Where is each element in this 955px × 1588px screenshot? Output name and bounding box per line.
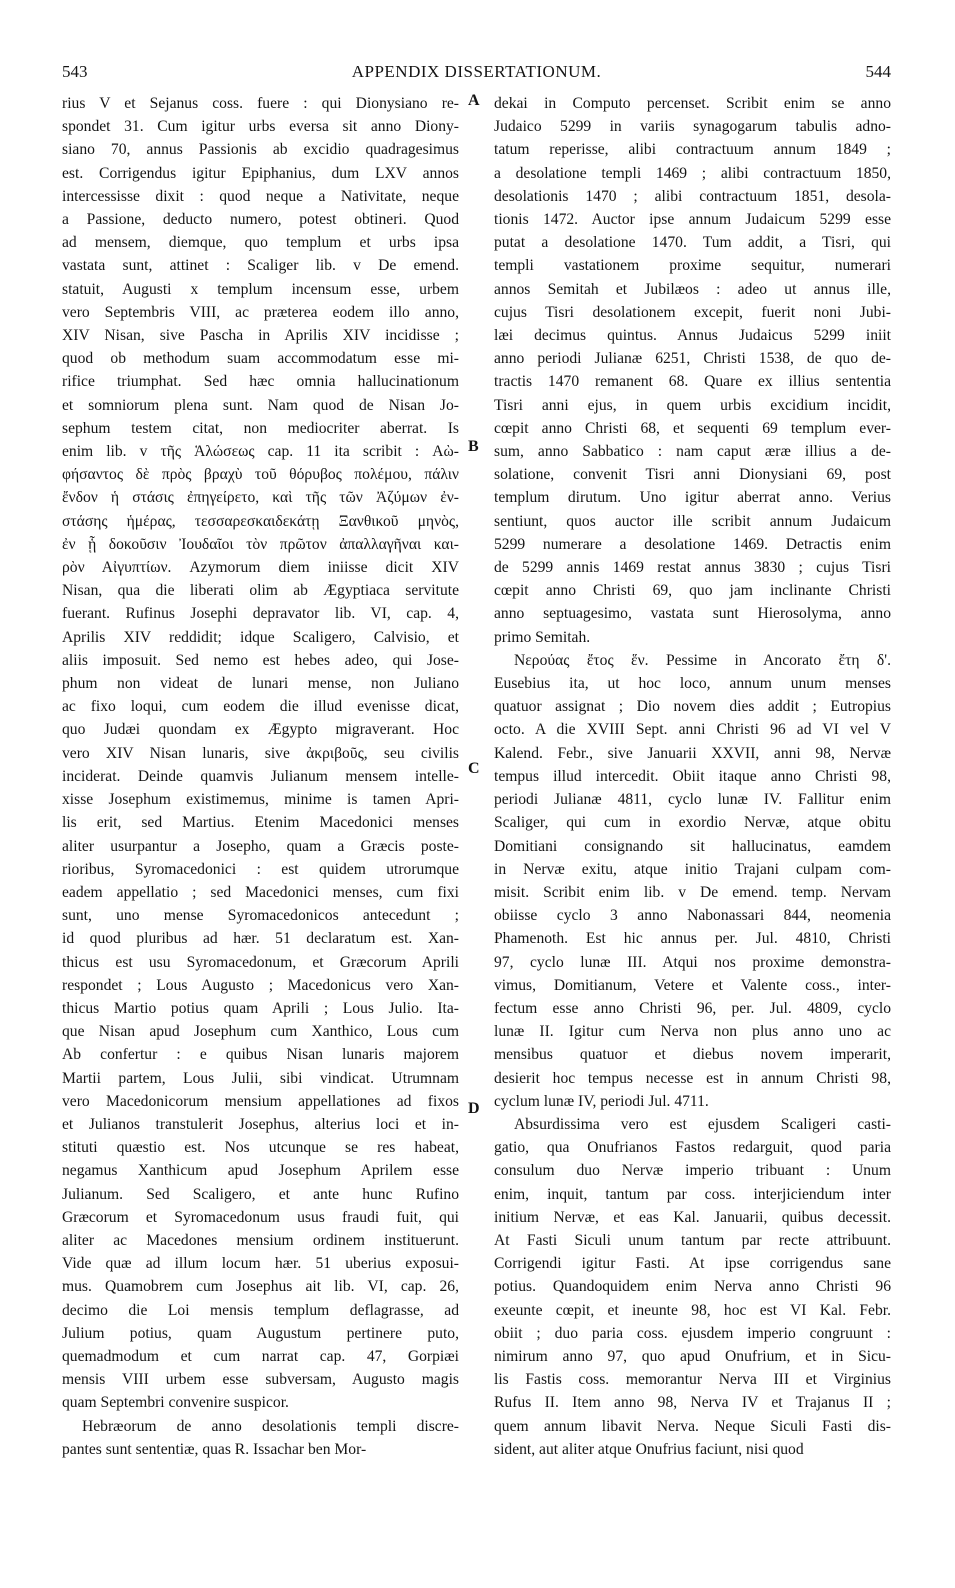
text-line: pantes sunt sententiæ, quas R. Issachar ben Mor-: [62, 1440, 367, 1458]
text-line: intercessisse dixit : quod neque a Nativitate, neque: [62, 187, 459, 205]
text-line: rifice triumphat. Sed hæc omnia hallucinationum: [62, 373, 459, 391]
text-line: quem annum libavit Nerva. Neque Siculi Fasti dis-: [494, 1417, 891, 1435]
text-line: que Nisan apud Josephum cum Xanthico, Lous cum: [62, 1023, 459, 1041]
margin-letter-a: A: [468, 92, 480, 109]
text-line: thicus Martio potius quam Aprili ; Lous Julio. Ita-: [62, 999, 459, 1017]
two-column-body: [62, 92, 891, 1562]
text-line: aliis imposuit. Sed nemo est hebes adeo, qui Jose-: [62, 651, 459, 669]
text-line: lunæ II. Igitur cum Nerva non plus anno uno ac: [494, 1023, 891, 1041]
text-line: quod ob methodum suam accommodatum esse mi-: [62, 350, 459, 368]
text-line: enim, inquit, tantum par coss. interjiciendum inter: [494, 1185, 891, 1203]
text-line: anno periodi Julianæ 6251, Christi 1538, de quo de-: [494, 350, 891, 368]
text-line: rius V et Sejanus coss. fuere : qui Dionysiano re-: [62, 95, 459, 112]
text-line: cœpit anno Christi 68, et sequenti 69 templum ever-: [494, 419, 891, 437]
text-line: læi decimus quintus. Annus Judaicus 5299 iniit: [494, 327, 891, 345]
text-line: desierit hoc tempus necesse est in annum Christi 98,: [494, 1069, 891, 1087]
text-line: Tisri anni ejus, in quem urbis excidium incidit,: [494, 396, 891, 414]
text-line: anno septuagesimo, vastata sunt Hierosolyma, anno: [494, 605, 891, 623]
text-line: Rufus II. Item anno 98, Nerva IV et Trajanus II ;: [494, 1394, 891, 1412]
text-line: στάσης ἡμέρας, τεσσαρεσκαιδεκάτῃ Ξανθικοῦ μηνὸς,: [62, 512, 459, 530]
text-line: cyclum lunæ IV, periodi Jul. 4711.: [494, 1092, 709, 1110]
text-line: a desolatione templi 1469 ; alibi contractuum 1850,: [494, 164, 891, 182]
text-line: nimirum anno 97, quo apud Onufrium, et in Sicu-: [494, 1347, 891, 1365]
text-line: thicus est usu Syromacedonum, et Græcorum Aprili: [62, 953, 459, 971]
paragraph: [494, 1113, 891, 1461]
text-line: potius. Quandoquidem enim Nerva anno Christi 96: [494, 1278, 891, 1296]
page-number-left: 543: [62, 62, 88, 81]
text-line: vastata sunt, attinet : Scaliger lib. v De emend.: [62, 257, 459, 275]
text-line: phum non videat de lunari mense, non Juliano: [62, 675, 459, 693]
text-line: fuerant. Rufinus Josephi depravator lib. VI, cap. 4,: [62, 605, 459, 623]
text-line: sident, aut aliter atque Onufrius faciunt, nisi quod: [494, 1440, 804, 1458]
text-line: de 5299 annis 1469 restat annus 3830 ; cujus Tisri: [494, 559, 891, 577]
right-column: [494, 92, 891, 1562]
text-line: vero XIV Nisan lunaris, sive ἀκριβοῦς, seu civilis: [62, 744, 459, 762]
paragraph: [494, 649, 891, 1113]
text-line: cujus Tisri desolationem excepit, fuerit noni Jubi-: [494, 303, 891, 321]
text-line: Eusebius ita, ut hoc loco, annum unum menses: [494, 675, 891, 693]
text-line: primo Semitah.: [494, 628, 591, 646]
text-line: negamus Xanthicum apud Josephum Aprilem esse: [62, 1162, 459, 1180]
running-title: APPENDIX DISSERTATIONUM.: [351, 62, 602, 81]
text-line: consulum duo Nervæ imperio tribuant : Unum: [494, 1162, 891, 1180]
text-line: sum, anno Sabbatico : nam caput æræ illius a de-: [494, 443, 891, 461]
text-line: annos Semitah et Jubilæos : adeo ut annus ille,: [494, 280, 891, 298]
text-line: lis erit, sed Martius. Etenim Macedonici menses: [62, 814, 459, 832]
margin-letter-d: D: [468, 1100, 480, 1117]
text-line: mensis VIII urbem esse subversam, Augusto magis: [62, 1371, 459, 1389]
text-line: siano 70, annus Passionis ab excidio quadragesimus: [62, 141, 459, 159]
text-line: statuit, Augusti x templum incensum esse, urbem: [62, 280, 459, 298]
text-line: tionis 1472. Auctor ipse annum Judaicum 5299 esse: [494, 211, 891, 229]
text-line: eadem appellatio ; sed Macedonici menses, cum fixi: [62, 883, 459, 901]
paragraph: [62, 1415, 459, 1461]
text-line: et Julianos transtulerit Josephus, alterius loci et in-: [62, 1115, 459, 1133]
text-line: Julianum. Sed Scaligero, et ante hunc Rufino: [62, 1185, 459, 1203]
paragraph: [62, 92, 459, 1415]
page-number-right: 544: [865, 62, 891, 81]
text-line: XIV Nisan, sive Pascha in Aprilis XIV incidisse ;: [62, 327, 459, 345]
text-line: Aprilis XIV reddidit; idque Scaligero, Calvisio, et: [62, 628, 459, 646]
text-line: Absurdissima vero est ejusdem Scaligeri casti-: [514, 1115, 891, 1133]
text-line: Corrigendi igitur Fasti. At ipse corrigendus sane: [494, 1255, 891, 1273]
text-line: sunt, uno mense Syromacedonicos antecedunt ;: [62, 907, 459, 925]
text-line: lis Fastis coss. memorantur Nerva III et Virginius: [494, 1371, 891, 1389]
text-line: ρὸν Αἰγυπτίων. Azymorum diem iniisse dicit XIV: [62, 559, 459, 577]
text-line: quo Judæi quondam ex Ægypto migraverant. Hoc: [62, 721, 459, 739]
text-line: At Fasti Siculi unum tantum par recte attribuunt.: [494, 1231, 891, 1249]
text-line: tempus illud intercedit. Obiit itaque anno Christi 98,: [494, 767, 891, 785]
text-line: Kalend. Febr., sive Januarii XXVII, anni 98, Nervæ: [494, 744, 891, 762]
text-line: Martii partem, Lous Julii, sibi vindicat. Utrumnam: [62, 1069, 459, 1087]
text-line: ac fixo loqui, cum eodem die illud evenisse dicat,: [62, 698, 459, 716]
text-line: stituti quæstio est. Nos utcunque se res habeat,: [62, 1139, 459, 1157]
text-line: solatione, convenit Tisri anni Dionysiani 69, post: [494, 466, 891, 484]
text-line: Domitiani consignando sit hallucinatus, eamdem: [494, 837, 891, 855]
text-line: quam Septembri convenire suspicor.: [62, 1394, 289, 1412]
text-line: Nisan, qua die liberati olim ab Ægyptiaca servitute: [62, 582, 459, 600]
text-line: enim lib. v τῆς Ἁλώσεως cap. 11 ita scribit : Αὼ-: [62, 443, 459, 461]
text-line: mus. Quamobrem cum Josephus ait lib. VI, cap. 26,: [62, 1278, 459, 1296]
text-line: sentiunt, quos auctor ille scribit annum Judaicum: [494, 512, 891, 530]
text-line: a Passione, deducto numero, potest obtineri. Quod: [62, 211, 459, 229]
text-line: tatum reperisse, alibi contractuum annum 1849 ;: [494, 141, 891, 159]
text-line: obiisse cyclo 3 anno Nabonassari 844, neomenia: [494, 907, 891, 925]
text-line: putat a desolatione 1470. Tum addit, a Tisri, qui: [494, 234, 891, 252]
text-line: desolationis 1470 ; alibi contractuum 1851, desola-: [494, 187, 891, 205]
text-line: initium Nervæ, et eas Kal. Januarii, quibus decessit.: [494, 1208, 891, 1226]
text-line: misit. Scribit enim lib. v De emend. temp. Nervam: [494, 883, 891, 901]
text-line: Julium potius, quam Augustum pertinere puto,: [62, 1324, 459, 1342]
text-line: Hebræorum de anno desolationis templi discre-: [82, 1417, 459, 1435]
text-line: decimo die Loi mensis templum deflagrasse, ad: [62, 1301, 459, 1319]
text-line: id quod pluribus ad hær. 51 declaratum est. Xan-: [62, 930, 459, 948]
text-line: fectum esse anno Christi 96, per. Jul. 4809, cyclo: [494, 999, 891, 1017]
text-line: φήσαντος δὲ πρὸς βραχὺ τοῦ θόρυβος πολέμου, πάλιν: [62, 466, 459, 484]
text-line: gatio, qua Onufrianos Fastos redarguit, quod paria: [494, 1139, 891, 1157]
text-line: spondet 31. Cum igitur urbs eversa sit anno Diony-: [62, 118, 459, 136]
text-line: cœpit anno Christi 69, quo jam inclinante Christi: [494, 582, 891, 600]
text-line: ad mensem, diemque, quo templum et urbs ipsa: [62, 234, 459, 252]
text-line: Græcorum et Syromacedonum usus fraudi fuit, qui: [62, 1208, 459, 1226]
text-line: aliter ac Macedones mensium ordinem instituerunt.: [62, 1231, 459, 1249]
text-line: xisse Josephum existimemus, minime is tamen Apri-: [62, 791, 459, 809]
text-line: Ab confertur : e quibus Nisan lunaris majorem: [62, 1046, 459, 1064]
text-line: mensibus quatuor et diebus novem imperarit,: [494, 1046, 891, 1064]
text-line: 5299 numerare a desolatione 1469. Detractis enim: [494, 535, 891, 553]
text-line: 97, cyclo lunæ III. Atqui nos proxime demonstra-: [494, 953, 891, 971]
text-line: Vide quæ ad illum locum hær. 51 uberius exposui-: [62, 1255, 459, 1273]
left-column: [62, 92, 459, 1562]
text-line: est. Corrigendus igitur Epiphanius, dum LXV annos: [62, 164, 459, 182]
text-line: dekai in Computo percenset. Scribit enim se anno: [494, 95, 891, 112]
text-line: sephum testem citat, non mediocriter aberrat. Is: [62, 419, 459, 437]
text-line: quemadmodum et cum narrat cap. 47, Gorpiæi: [62, 1347, 459, 1365]
text-line: rioribus, Syromacedonici : est quidem utrorumque: [62, 860, 459, 878]
paragraph: [494, 92, 891, 649]
text-line: aliter usurpantur a Josepho, quam a Græcis poste-: [62, 837, 459, 855]
text-line: Scaliger, qui cum in exordio Nervæ, atque obitu: [494, 814, 891, 832]
text-line: ἔνδον ἡ στάσις ἐπηγείρετο, καὶ τῆς τῶν Ἀζύμων ἐν-: [62, 489, 459, 507]
text-line: vero Macedonicorum mensium appellationes ad fixos: [62, 1092, 459, 1110]
text-line: quatuor assignat ; Dio novem dies addit ; Eutropius: [494, 698, 891, 716]
text-line: in Nervæ exitu, atque initio Trajani culpam com-: [494, 860, 891, 878]
text-line: tractis 1470 remanent 68. Quare ex illius sententia: [494, 373, 891, 391]
text-line: periodi Julianæ 4811, cyclo lunæ IV. Fallitur enim: [494, 791, 891, 809]
text-line: templum dirutum. Uno igitur aberrat anno. Verius: [494, 489, 891, 507]
text-line: octo. A die XVIII Sept. anni Christi 96 ad VI vel V: [494, 721, 891, 739]
text-line: Phamenoth. Est hic annus per. Jul. 4810, Christi: [494, 930, 891, 948]
text-line: et somniorum plena sunt. Nam quod de Nisan Jo-: [62, 396, 459, 414]
text-line: Νερούας ἔτος ἕν. Pessime in Ancorato ἔτη δ'.: [514, 651, 891, 669]
text-line: obiit ; duo paria coss. ejusdem imperio congruunt :: [494, 1324, 891, 1342]
text-line: vimus, Domitianum, Vetere et Valente coss., inter-: [494, 976, 891, 994]
text-line: Judaico 5299 in variis synagogarum tabulis adno-: [494, 118, 891, 136]
running-header: [62, 62, 891, 90]
text-line: ἐν ᾗ δοκοῦσιν Ἰουδαῖοι τὸν πρῶτον ἀπαλλαγῆναι και-: [62, 535, 459, 553]
text-line: exeunte cœpit, et ineunte 98, hoc est VI Kal. Febr.: [494, 1301, 891, 1319]
text-line: inciderat. Deinde quamvis Julianum mensem intelle-: [62, 767, 459, 785]
margin-letter-b: B: [468, 438, 479, 455]
text-line: templi vastationem proxime sequitur, numerari: [494, 257, 891, 275]
margin-letter-c: C: [468, 760, 480, 777]
text-line: vero Septembris VIII, ac præterea eodem illo anno,: [62, 303, 459, 321]
text-line: respondet ; Lous Augusto ; Macedonicus vero Xan-: [62, 976, 459, 994]
